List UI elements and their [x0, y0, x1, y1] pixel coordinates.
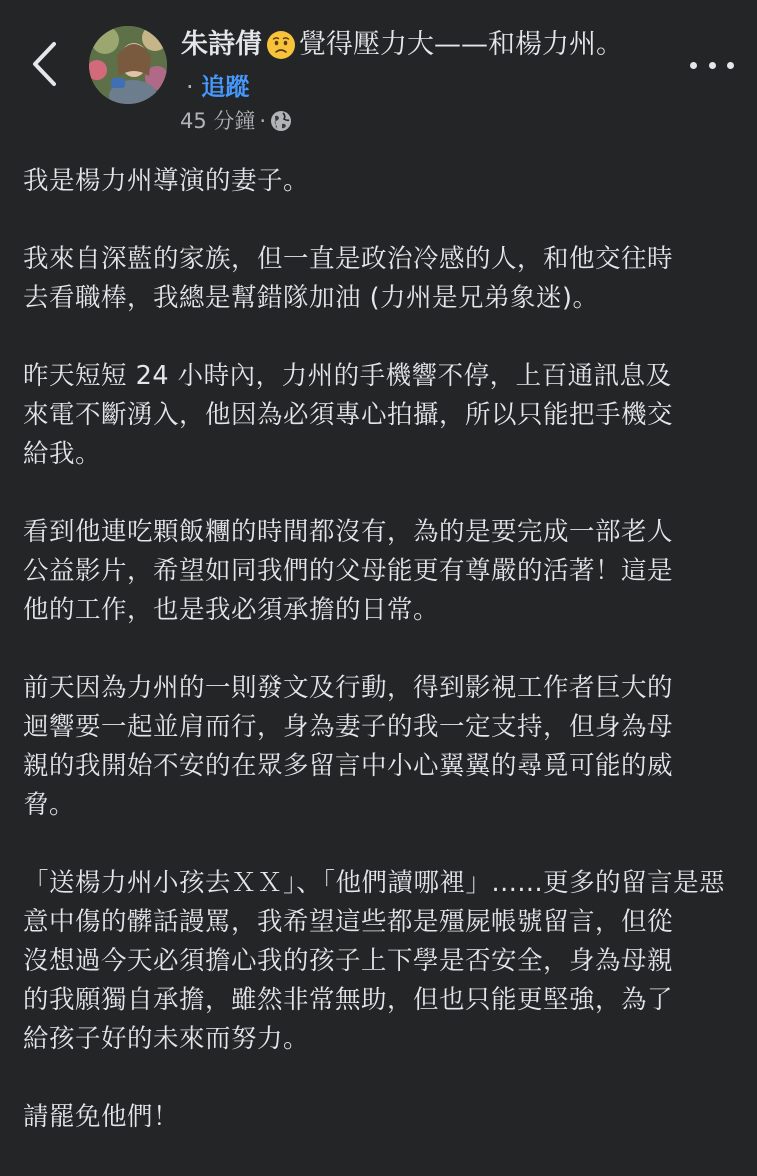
meta-separator: · — [259, 109, 267, 133]
post-meta — [180, 106, 292, 136]
avatar-image — [89, 26, 167, 104]
worried-face-emoji — [266, 30, 296, 60]
timestamp[interactable]: 45 分鐘 — [180, 109, 256, 133]
follow-line — [186, 70, 249, 104]
more-dots-icon — [690, 62, 697, 69]
post-paragraph: 看到他連吃顆飯糰的時間都沒有，為的是要完成一部老人 公益影片，希望如同我們的父母能更有尊嚴的活著！這是 他的工作，也是我必須承擔的日常。 — [23, 517, 674, 625]
feeling-text: 覺得壓力大——和楊力州。 — [299, 29, 623, 60]
post-title-line — [181, 26, 623, 64]
more-dots-icon — [709, 62, 716, 69]
post-paragraph: 請罷免他們！ — [23, 1102, 180, 1132]
back-button[interactable] — [26, 40, 62, 88]
post-paragraph: 我是楊力州導演的妻子。 — [23, 166, 310, 196]
more-dots-icon — [727, 62, 734, 69]
globe-icon — [270, 110, 292, 132]
chevron-left-icon — [30, 41, 58, 87]
post-paragraph: 我來自深藍的家族，但一直是政治冷感的人，和他交往時 去看職棒，我總是幫錯隊加油 (力州是兄弟象迷)。 — [23, 244, 674, 313]
post-paragraph: 前天因為力州的一則發文及行動，得到影視工作者巨大的 迴響要一起並肩而行，身為妻子的我一定支持，但身為母 親的我開始不安的在眾多留言中小心翼翼的尋覓可能的威 脅。 — [23, 673, 674, 820]
post-paragraph: 「送楊力州小孩去ＸＸ」、「他們讀哪裡」......更多的留言是惡 意中傷的髒話謾罵，我希望這些都是殭屍帳號留言，但從 沒想過今天必須擔心我的孩子上下學是否安全，身為母親 的我願獨自承擔，雖然非常無助，但也只能更堅強，為了 給孩子好的未來而努力。 — [23, 868, 726, 1054]
follow-button[interactable]: 追蹤 — [201, 73, 250, 101]
more-options-button[interactable] — [690, 50, 734, 80]
avatar[interactable] — [89, 26, 167, 104]
follow-separator: · — [186, 73, 194, 101]
post-header — [0, 0, 757, 150]
author-name[interactable]: 朱詩倩 — [181, 29, 262, 60]
post-paragraph: 昨天短短 24 小時內，力州的手機響不停，上百通訊息及 來電不斷湧入，他因為必須專心拍攝，所以只能把手機交 給我。 — [23, 361, 674, 469]
